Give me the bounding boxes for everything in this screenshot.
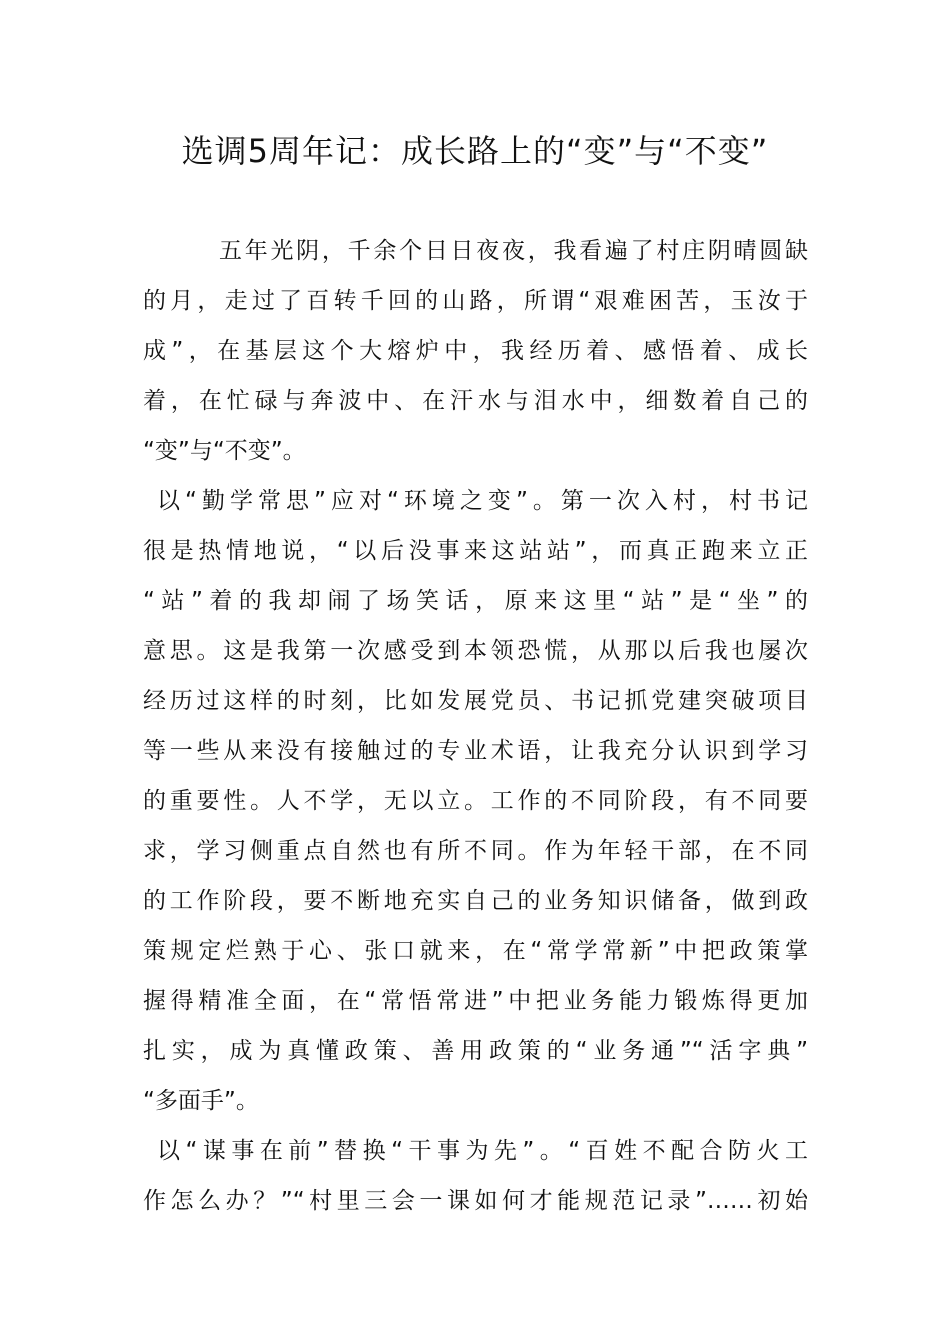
paragraph-line: 的工作阶段，要不断地充实自己的业务知识储备，做到政	[143, 888, 808, 914]
paragraph-line: 很是热情地说，“以后没事来这站站”，而真正跑来立正	[143, 538, 808, 564]
paragraph-line: 作怎么办？”“村里三会一课如何才能规范记录”……初始	[143, 1188, 808, 1214]
paragraph-line: “站”着的我却闹了场笑话，原来这里“站”是“坐”的	[143, 588, 808, 614]
paragraph-line: 策规定烂熟于心、张口就来，在“常学常新”中把政策掌	[143, 938, 808, 964]
paragraph-line: 的月，走过了百转千回的山路，所谓“艰难困苦，玉汝于	[143, 288, 808, 314]
paragraph-line: 扎实，成为真懂政策、善用政策的“业务通”“活字典”	[143, 1038, 808, 1064]
paragraph-line: 握得精准全面，在“常悟常进”中把业务能力锻炼得更加	[143, 988, 808, 1014]
document-title: 选调5周年记：成长路上的“变”与“不变”	[181, 132, 769, 170]
paragraph-line: “多面手”。	[143, 1088, 259, 1114]
paragraph-line: 成”，在基层这个大熔炉中，我经历着、感悟着、成长	[143, 338, 808, 364]
paragraph-line: “变”与“不变”。	[143, 438, 306, 464]
paragraph-line: 意思。这是我第一次感受到本领恐慌，从那以后我也屡次	[143, 638, 808, 664]
paragraph-line: 五年光阴，千余个日日夜夜，我看遍了村庄阴晴圆缺	[219, 238, 808, 264]
paragraph-line: 以“谋事在前”替换“干事为先”。“百姓不配合防火工	[157, 1138, 808, 1164]
paragraph-line: 的重要性。人不学，无以立。工作的不同阶段，有不同要	[143, 788, 808, 814]
paragraph-line: 经历过这样的时刻，比如发展党员、书记抓党建突破项目	[143, 688, 808, 714]
paragraph-line: 等一些从来没有接触过的专业术语，让我充分认识到学习	[143, 738, 808, 764]
paragraph-line: 着，在忙碌与奔波中、在汗水与泪水中，细数着自己的	[143, 388, 808, 414]
paragraph-line: 以“勤学常思”应对“环境之变”。第一次入村，村书记	[157, 488, 808, 514]
paragraph-line: 求，学习侧重点自然也有所不同。作为年轻干部，在不同	[143, 838, 808, 864]
